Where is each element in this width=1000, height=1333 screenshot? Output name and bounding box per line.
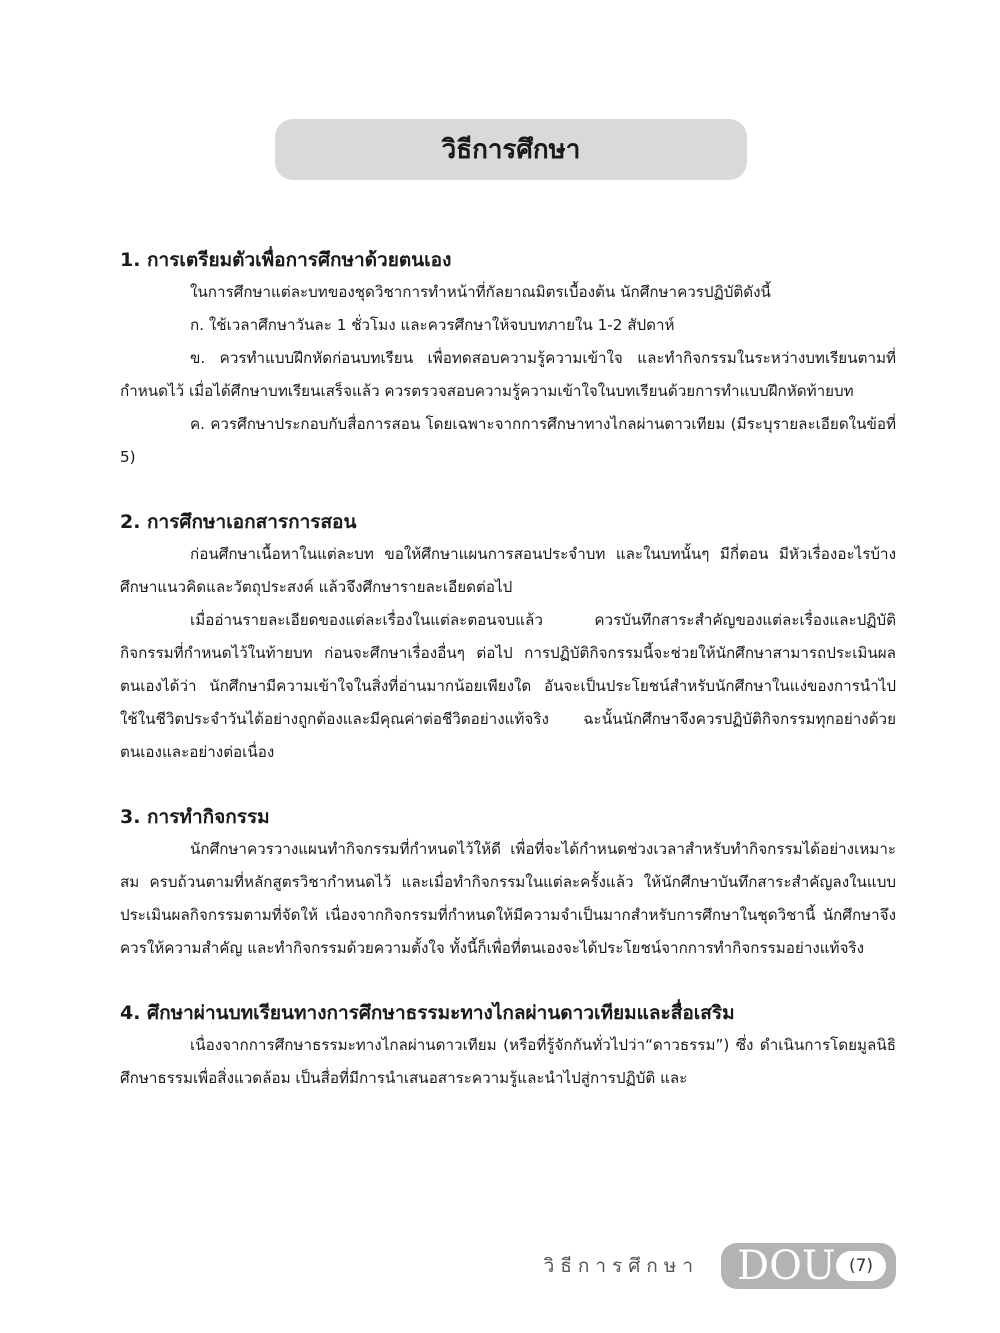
page-title: วิธีการศึกษา (441, 135, 581, 165)
paragraph: เนื่องจากการศึกษาธรรมะทางไกลผ่านดาวเทียม (หรือที่รู้จักกันทั่วไปว่า“ดาวธรรม”) ซึ่ง ดำเนินการโดยมูลนิธิศึกษาธรรมเพื่อสิ่งแวดล้อม เป็นสื่อที่มีการนำเสนอสาระความรู้และนำไปสู่การปฏิบัติ และ (120, 1036, 896, 1087)
section-distance-learning (120, 997, 896, 1095)
section-documents (120, 506, 896, 769)
section-heading: 2. การศึกษาเอกสารการสอน (120, 511, 357, 533)
dou-logo-text: DOU (737, 1243, 836, 1289)
content-body (120, 244, 896, 1095)
page-number: (7) (836, 1251, 886, 1281)
paragraph: ข. ควรทำแบบฝึกหัดก่อนบทเรียน เพื่อทดสอบความรู้ความเข้าใจ และทำกิจกรรมในระหว่างบทเรียนตามที่กำหนดไว้ เมื่อได้ศึกษาบทเรียนเสร็จแล้ว ควรตรวจสอบความรู้ความเข้าใจในบทเรียนด้วยการทำแบบฝึกหัดท้ายบท (120, 349, 896, 400)
section-heading: 4. ศึกษาผ่านบทเรียนทางการศึกษาธรรมะทางไกลผ่านดาวเทียมและสื่อเสริม (120, 1002, 735, 1024)
section-activities (120, 801, 896, 965)
section-preparation (120, 244, 896, 474)
paragraph: ค. ควรศึกษาประกอบกับสื่อการสอน โดยเฉพาะจากการศึกษาทางไกลผ่านดาวเทียม (มีระบุรายละเอียดในข้อที่ 5) (120, 415, 896, 466)
page-footer (544, 1243, 896, 1289)
section-heading: 3. การทำกิจกรรม (120, 806, 270, 828)
paragraph: เมื่ออ่านรายละเอียดของแต่ละเรื่องในแต่ละตอนจบแล้ว ควรบันทึกสาระสำคัญของแต่ละเรื่องและปฏิบัติกิจกรรมที่กำหนดไว้ในท้ายบท ก่อนจะศึกษาเรื่องอื่นๆ ต่อไป การปฏิบัติกิจกรรมนี้จะช่วยให้นักศึกษาสามารถประเมินผลตนเองได้ว่า นักศึกษามีความเข้าใจในสิ่งที่อ่านมากน้อยเพียงใด อันจะเป็นประโยชน์สำหรับนักศึกษาในแง่ของการนำไปใช้ในชีวิตประจำวันได้อย่างถูกต้องและมีคุณค่าต่อชีวิตอย่างแท้จริง ฉะนั้นนักศึกษาจึงควรปฏิบัติกิจกรรมทุกอย่างด้วยตนเองและอย่างต่อเนื่อง (120, 611, 896, 761)
dou-badge (721, 1243, 896, 1289)
paragraph: ก. ใช้เวลาศึกษาวันละ 1 ชั่วโมง และควรศึกษาให้จบบทภายใน 1-2 สัปดาห์ (190, 316, 675, 334)
paragraph: ก่อนศึกษาเนื้อหาในแต่ละบท ขอให้ศึกษาแผนการสอนประจำบท และในบทนั้นๆ มีกี่ตอน มีหัวเรื่องอะไรบ้าง ศึกษาแนวคิดและวัตถุประสงค์ แล้วจึงศึกษารายละเอียดต่อไป (120, 545, 896, 596)
paragraph: นักศึกษาควรวางแผนทำกิจกรรมที่กำหนดไว้ให้ดี เพื่อที่จะได้กำหนดช่วงเวลาสำหรับทำกิจกรรมได้อย่างเหมาะสม ครบถ้วนตามที่หลักสูตรวิชากำหนดไว้ และเมื่อทำกิจกรรมในแต่ละครั้งแล้ว ให้นักศึกษาบันทึกสาระสำคัญลงในแบบประเมินผลกิจกรรมตามที่จัดให้ เนื่องจากกิจกรรมที่กำหนดให้มีความจำเป็นมากสำหรับการศึกษาในชุดวิชานี้ นักศึกษาจึงควรให้ความสำคัญ และทำกิจกรรมด้วยความตั้งใจ ทั้งนี้ก็เพื่อที่ตนเองจะได้ประโยชน์จากการทำกิจกรรมอย่างแท้จริง (120, 840, 896, 957)
section-heading: 1. การเตรียมตัวเพื่อการศึกษาด้วยตนเอง (120, 249, 452, 271)
paragraph: ในการศึกษาแต่ละบทของชุดวิชาการทำหน้าที่กัลยาณมิตรเบื้องต้น นักศึกษาควรปฏิบัติดังนี้ (190, 283, 771, 301)
footer-label: วิธีการศึกษา (543, 1255, 699, 1277)
title-banner (275, 119, 747, 180)
